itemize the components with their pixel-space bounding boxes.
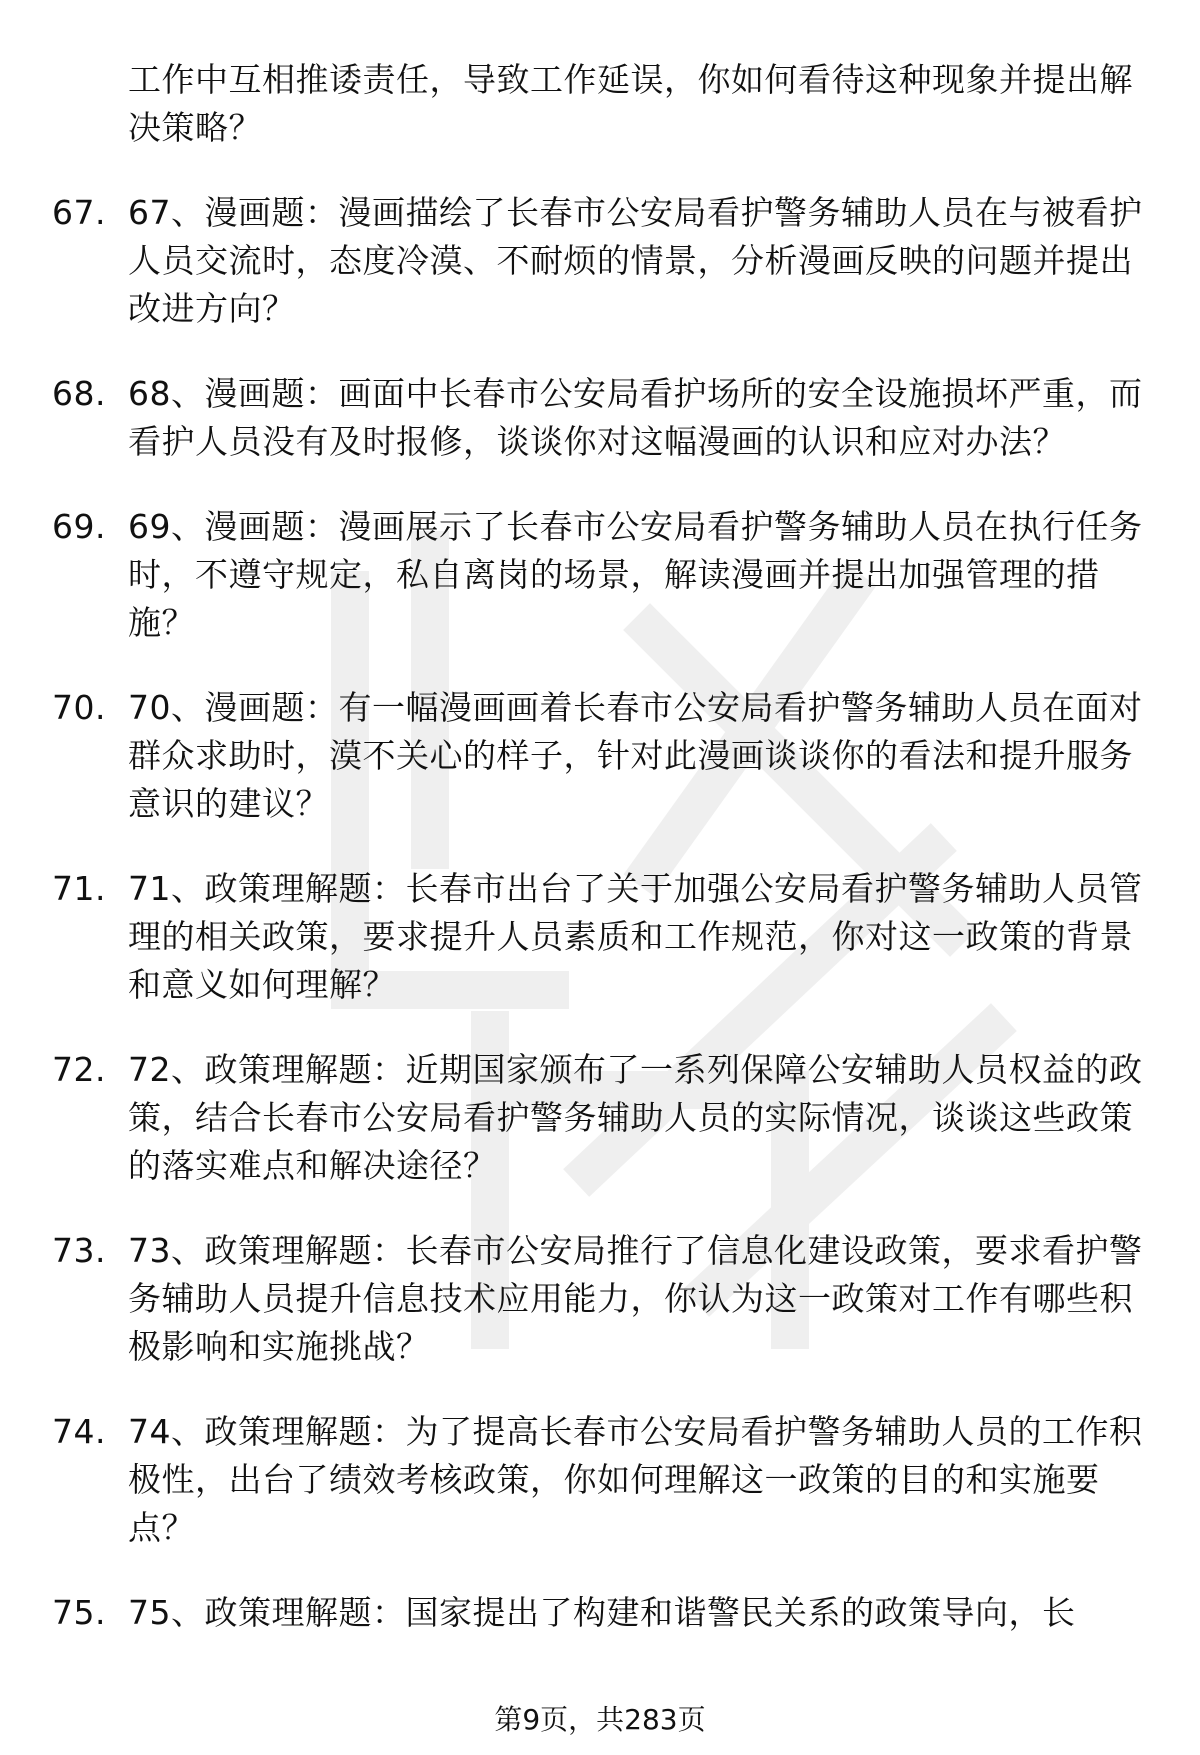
item-text: 71、政策理解题：长春市出台了关于加强公安局看护警务辅助人员管理的相关政策，要求提升人员素质和工作规范，你对这一政策的背景和意义如何理解？ — [128, 869, 1143, 1004]
item-text: 73、政策理解题：长春市公安局推行了信息化建设政策，要求看护警务辅助人员提升信息技术应用能力，你认为这一政策对工作有哪些积极影响和实施挑战？ — [128, 1231, 1143, 1366]
list-item — [0, 1408, 1200, 1552]
page-footer: 第9页，共283页 — [494, 1703, 706, 1736]
item-number: 71. — [52, 869, 106, 908]
list-item — [0, 189, 1200, 333]
item-text: 74、政策理解题：为了提高长春市公安局看护警务辅助人员的工作积极性，出台了绩效考核政策，你如何理解这一政策的目的和实施要点？ — [128, 1412, 1143, 1547]
item-text: 工作中互相推诿责任，导致工作延误，你如何看待这种现象并提出解决策略？ — [128, 60, 1133, 147]
item-text: 68、漫画题：画面中长春市公安局看护场所的安全设施损坏严重，而看护人员没有及时报修，谈谈你对这幅漫画的认识和应对办法？ — [128, 374, 1143, 461]
item-text: 67、漫画题：漫画描绘了长春市公安局看护警务辅助人员在与被看护人员交流时，态度冷漠、不耐烦的情景，分析漫画反映的问题并提出改进方向？ — [128, 193, 1143, 328]
list-item — [0, 503, 1200, 647]
item-number: 70. — [52, 688, 106, 727]
list-item-continued — [0, 56, 1200, 152]
item-number: 75. — [52, 1593, 106, 1632]
item-text: 75、政策理解题：国家提出了构建和谐警民关系的政策导向，长 — [128, 1593, 1076, 1632]
item-text: 70、漫画题：有一幅漫画画着长春市公安局看护警务辅助人员在面对群众求助时，漠不关心的样子，针对此漫画谈谈你的看法和提升服务意识的建议？ — [128, 688, 1143, 823]
item-number: 67. — [52, 193, 106, 232]
list-item — [0, 1046, 1200, 1190]
list-item — [0, 1227, 1200, 1371]
item-number: 73. — [52, 1231, 106, 1270]
item-number: 69. — [52, 507, 106, 546]
list-item — [0, 1589, 1200, 1637]
list-item — [0, 865, 1200, 1009]
item-number: 72. — [52, 1050, 106, 1089]
item-number: 68. — [52, 374, 106, 413]
item-number: 74. — [52, 1412, 106, 1451]
item-text: 72、政策理解题：近期国家颁布了一系列保障公安辅助人员权益的政策，结合长春市公安局看护警务辅助人员的实际情况，谈谈这些政策的落实难点和解决途径？ — [128, 1050, 1143, 1185]
item-text: 69、漫画题：漫画展示了长春市公安局看护警务辅助人员在执行任务时，不遵守规定，私自离岗的场景，解读漫画并提出加强管理的措施？ — [128, 507, 1143, 642]
list-item — [0, 370, 1200, 466]
question-list — [0, 56, 1200, 1674]
list-item — [0, 684, 1200, 828]
